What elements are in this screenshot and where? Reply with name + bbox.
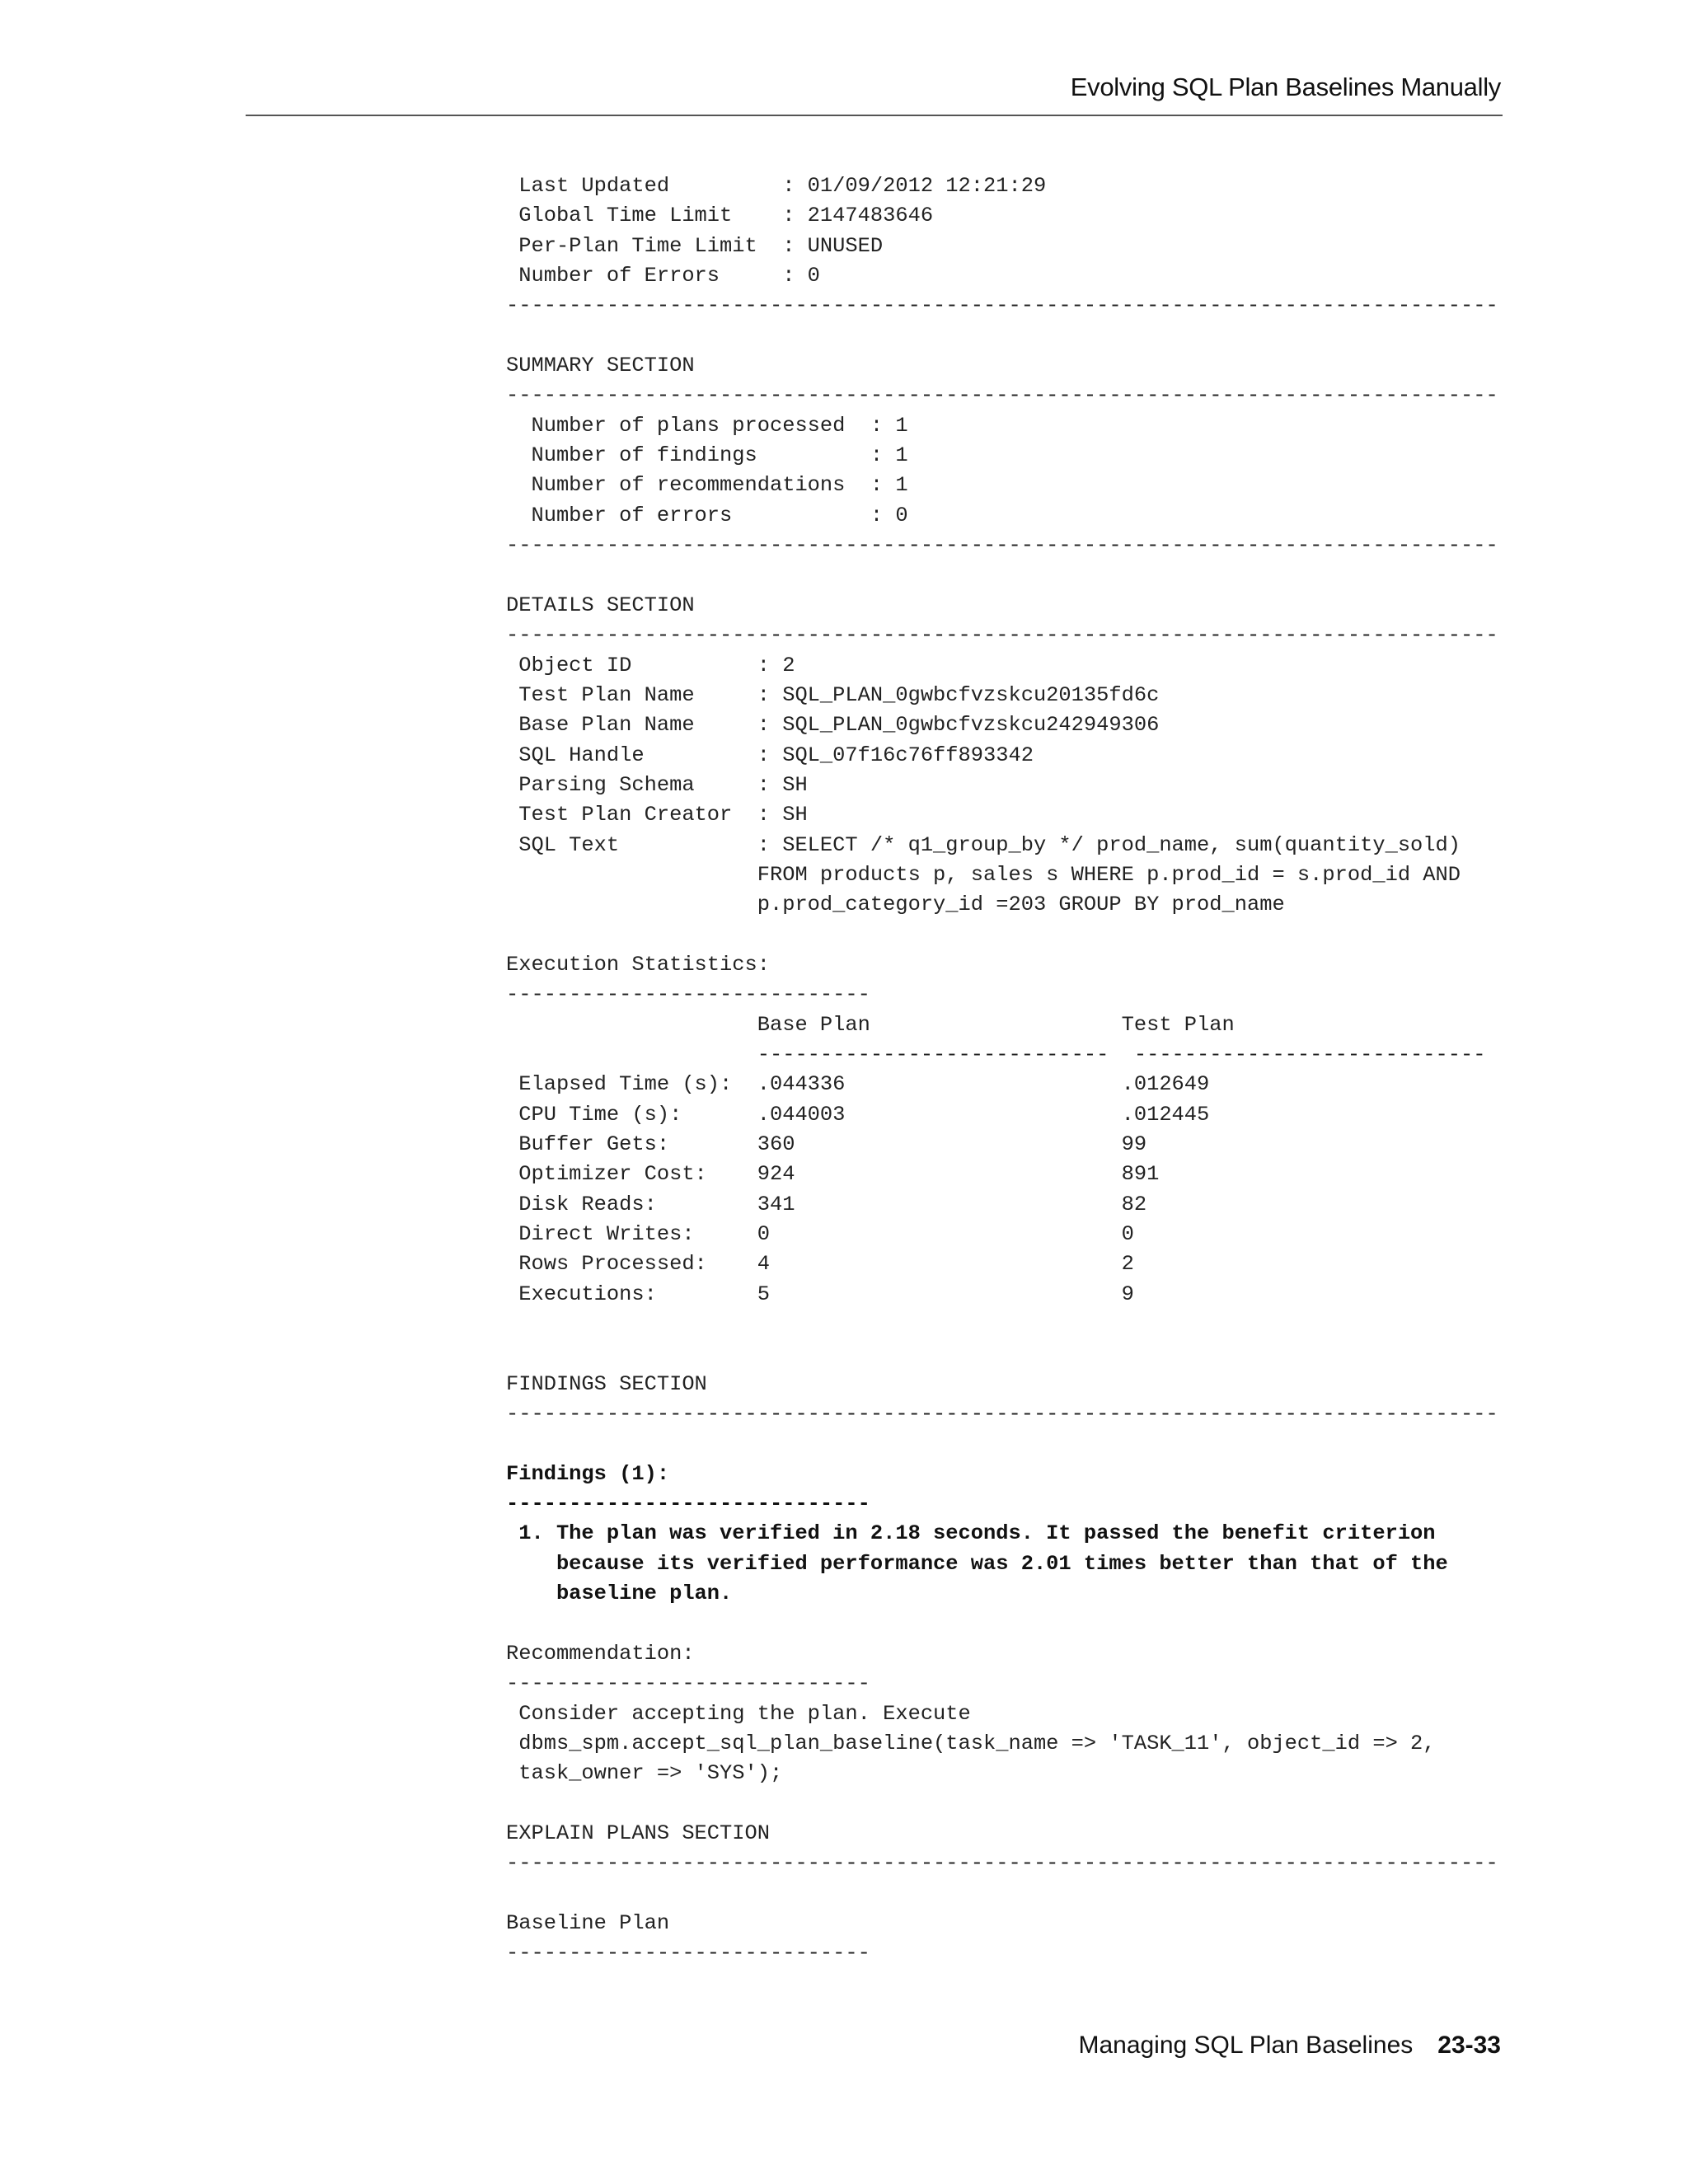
report-line: EXPLAIN PLANS SECTION	[506, 1821, 770, 1845]
report-line: SUMMARY SECTION	[506, 354, 695, 378]
report-line: p.prod_category_id =203 GROUP BY prod_name	[506, 893, 1285, 917]
report-line: Test Plan Name : SQL_PLAN_0gwbcfvzskcu20135fd6c	[506, 682, 1160, 707]
report-line: Disk Reads: 341 82	[506, 1192, 1147, 1216]
report-line: Executions: 5 9	[506, 1282, 1134, 1306]
report-line: Object ID : 2	[506, 653, 795, 677]
report-line: Rows Processed: 4 2	[506, 1252, 1134, 1277]
header-rule	[246, 115, 1503, 116]
report-line: CPU Time (s): .044003 .012445	[506, 1102, 1210, 1127]
report-line: FROM products p, sales s WHERE p.prod_id = s.prod_id AND	[506, 862, 1461, 887]
report-line: -------------------------------------------------------------------------------	[506, 1402, 1498, 1427]
report-listing	[506, 171, 1512, 1969]
report-line	[506, 1610, 1512, 1639]
report-line: Per-Plan Time Limit : UNUSED	[506, 233, 884, 258]
report-line: -----------------------------	[506, 982, 870, 1007]
report-line: Baseline Plan	[506, 1910, 670, 1935]
report-line	[506, 1429, 1512, 1459]
footer-book-title: Managing SQL Plan Baselines	[1078, 2032, 1414, 2059]
report-line: Last Updated : 01/09/2012 12:21:29	[506, 174, 1047, 198]
report-line: DETAILS SECTION	[506, 593, 695, 617]
report-line: Parsing Schema : SH	[506, 772, 808, 797]
report-line: Base Plan Name : SQL_PLAN_0gwbcfvzskcu242949306	[506, 713, 1160, 738]
report-line: -------------------------------------------------------------------------------	[506, 1851, 1498, 1876]
report-line: -------------------------------------------------------------------------------	[506, 623, 1498, 648]
report-line: Number of plans processed : 1	[506, 413, 908, 438]
report-line	[506, 321, 1512, 351]
report-line: FINDINGS SECTION	[506, 1371, 707, 1396]
report-line: baseline plan.	[506, 1582, 733, 1606]
report-line: -----------------------------	[506, 1492, 870, 1516]
report-line: SQL Text : SELECT /* q1_group_by */ prod_name, sum(quantity_sold)	[506, 832, 1461, 857]
report-line: Number of Errors : 0	[506, 264, 820, 288]
report-line	[506, 1879, 1512, 1909]
report-line: Findings (1):	[506, 1461, 670, 1486]
page-number: 23-33	[1437, 2032, 1501, 2059]
report-line	[506, 1310, 1512, 1339]
report-line: Recommendation:	[506, 1641, 695, 1666]
running-head-title: Evolving SQL Plan Baselines Manually	[1070, 73, 1501, 101]
report-line	[506, 1339, 1512, 1369]
report-line: Global Time Limit : 2147483646	[506, 204, 934, 228]
report-line: 1. The plan was verified in 2.18 seconds. It passed the benefit criterion	[506, 1521, 1436, 1546]
report-line: Number of findings : 1	[506, 443, 908, 468]
report-line	[506, 921, 1512, 950]
report-line: Consider accepting the plan. Execute	[506, 1701, 971, 1726]
report-line: because its verified performance was 2.01 times better than that of the	[506, 1551, 1448, 1576]
report-line: task_owner => 'SYS');	[506, 1761, 783, 1786]
report-line: -----------------------------	[506, 1671, 870, 1696]
report-line: -------------------------------------------------------------------------------	[506, 533, 1498, 558]
report-line: Number of recommendations : 1	[506, 473, 908, 498]
report-line: Test Plan Creator : SH	[506, 803, 808, 827]
report-line	[506, 560, 1512, 590]
report-line: -------------------------------------------------------------------------------	[506, 383, 1498, 408]
report-line: Execution Statistics:	[506, 952, 770, 977]
report-line: SQL Handle : SQL_07f16c76ff893342	[506, 743, 1034, 767]
page-footer	[1078, 2032, 1501, 2060]
report-line: Base Plan Test Plan	[506, 1012, 1235, 1037]
report-line	[506, 1789, 1512, 1819]
report-line: Optimizer Cost: 924 891	[506, 1162, 1160, 1187]
report-line: Elapsed Time (s): .044336 .012649	[506, 1072, 1210, 1097]
report-line: dbms_spm.accept_sql_plan_baseline(task_name => 'TASK_11', object_id => 2,	[506, 1731, 1436, 1755]
report-line: Number of errors : 0	[506, 503, 908, 527]
report-line: -------------------------------------------------------------------------------	[506, 293, 1498, 318]
report-line: Buffer Gets: 360 99	[506, 1132, 1147, 1156]
report-line: Direct Writes: 0 0	[506, 1222, 1134, 1247]
report-line: -----------------------------	[506, 1941, 870, 1966]
report-line: ---------------------------- ----------------------------	[506, 1042, 1486, 1066]
